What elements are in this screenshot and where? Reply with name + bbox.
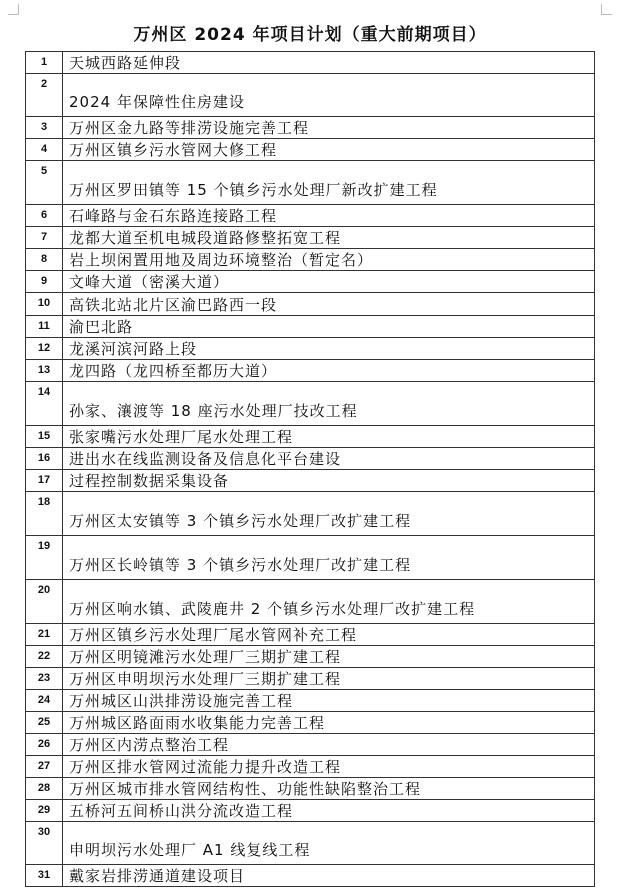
row-number: 4 — [26, 139, 63, 161]
project-name: 龙四路（龙四桥至都历大道） — [63, 360, 595, 382]
table-row — [26, 756, 595, 778]
table-row — [26, 536, 595, 580]
row-number: 18 — [26, 492, 63, 536]
project-name: 2024 年保障性住房建设 — [63, 74, 595, 117]
table-row — [26, 52, 595, 74]
table-row — [26, 161, 595, 205]
table-row — [26, 646, 595, 668]
table-row — [26, 865, 595, 887]
table-row — [26, 778, 595, 800]
table-row — [26, 734, 595, 756]
project-name: 万州区响水镇、武陵鹿井 2 个镇乡污水处理厂改扩建工程 — [63, 580, 595, 624]
row-number: 6 — [26, 205, 63, 227]
project-name: 万州区罗田镇等 15 个镇乡污水处理厂新改扩建工程 — [63, 161, 595, 205]
project-name: 万州城区路面雨水收集能力完善工程 — [63, 712, 595, 734]
project-name: 万州区申明坝污水处理厂三期扩建工程 — [63, 668, 595, 690]
project-name: 张家嘴污水处理厂尾水处理工程 — [63, 426, 595, 448]
project-name: 万州区排水管网过流能力提升改造工程 — [63, 756, 595, 778]
row-number: 29 — [26, 800, 63, 822]
row-number: 25 — [26, 712, 63, 734]
project-name: 五桥河五间桥山洪分流改造工程 — [63, 800, 595, 822]
project-name: 万州区镇乡污水处理厂尾水管网补充工程 — [63, 624, 595, 646]
table-row — [26, 690, 595, 712]
row-number: 13 — [26, 360, 63, 382]
row-number: 27 — [26, 756, 63, 778]
project-name: 过程控制数据采集设备 — [63, 470, 595, 492]
project-name: 龙都大道至机电城段道路修整拓宽工程 — [63, 227, 595, 249]
project-name: 万州区太安镇等 3 个镇乡污水处理厂改扩建工程 — [63, 492, 595, 536]
project-name: 万州区内涝点整治工程 — [63, 734, 595, 756]
project-name: 申明坝污水处理厂 A1 线复线工程 — [63, 822, 595, 865]
row-number: 21 — [26, 624, 63, 646]
project-name: 岩上坝闲置用地及周边环境整治（暂定名） — [63, 249, 595, 271]
table-row — [26, 448, 595, 470]
project-table — [25, 51, 595, 887]
project-name: 文峰大道（密溪大道） — [63, 271, 595, 293]
project-name: 万州区明镜滩污水处理厂三期扩建工程 — [63, 646, 595, 668]
page-corner-mark-right — [601, 4, 612, 15]
project-name: 高铁北站北片区渝巴路西一段 — [63, 293, 595, 316]
project-name: 万州区城市排水管网结构性、功能性缺陷整治工程 — [63, 778, 595, 800]
table-row — [26, 624, 595, 646]
project-name: 孙家、瀼渡等 18 座污水处理厂技改工程 — [63, 382, 595, 426]
project-name: 戴家岩排涝通道建设项目 — [63, 865, 595, 887]
page-corner-mark-left — [8, 4, 19, 15]
project-name: 万州区长岭镇等 3 个镇乡污水处理厂改扩建工程 — [63, 536, 595, 580]
row-number: 24 — [26, 690, 63, 712]
table-row — [26, 249, 595, 271]
row-number: 16 — [26, 448, 63, 470]
row-number: 8 — [26, 249, 63, 271]
row-number: 5 — [26, 161, 63, 205]
row-number: 11 — [26, 316, 63, 338]
table-row — [26, 360, 595, 382]
project-name: 龙溪河滨河路上段 — [63, 338, 595, 360]
table-row — [26, 271, 595, 293]
row-number: 14 — [26, 382, 63, 426]
table-row — [26, 338, 595, 360]
table-row — [26, 668, 595, 690]
row-number: 22 — [26, 646, 63, 668]
row-number: 31 — [26, 865, 63, 887]
row-number: 30 — [26, 822, 63, 865]
row-number: 9 — [26, 271, 63, 293]
table-row — [26, 139, 595, 161]
row-number: 26 — [26, 734, 63, 756]
project-name: 天城西路延伸段 — [63, 52, 595, 74]
project-name: 万州区金九路等排涝设施完善工程 — [63, 117, 595, 139]
project-name: 进出水在线监测设备及信息化平台建设 — [63, 448, 595, 470]
row-number: 19 — [26, 536, 63, 580]
row-number: 23 — [26, 668, 63, 690]
project-name: 万州城区山洪排涝设施完善工程 — [63, 690, 595, 712]
table-row — [26, 227, 595, 249]
table-row — [26, 470, 595, 492]
table-row — [26, 580, 595, 624]
table-row — [26, 712, 595, 734]
table-row — [26, 205, 595, 227]
table-row — [26, 800, 595, 822]
table-row — [26, 426, 595, 448]
row-number: 10 — [26, 293, 63, 316]
table-row — [26, 74, 595, 117]
table-row — [26, 293, 595, 316]
table-row — [26, 316, 595, 338]
row-number: 17 — [26, 470, 63, 492]
project-name: 石峰路与金石东路连接路工程 — [63, 205, 595, 227]
table-row — [26, 492, 595, 536]
row-number: 12 — [26, 338, 63, 360]
row-number: 20 — [26, 580, 63, 624]
row-number: 3 — [26, 117, 63, 139]
table-row — [26, 822, 595, 865]
row-number: 2 — [26, 74, 63, 117]
project-name: 万州区镇乡污水管网大修工程 — [63, 139, 595, 161]
row-number: 15 — [26, 426, 63, 448]
row-number: 1 — [26, 52, 63, 74]
page-title: 万州区 2024 年项目计划（重大前期项目） — [133, 25, 487, 45]
row-number: 28 — [26, 778, 63, 800]
table-row — [26, 117, 595, 139]
project-name: 渝巴北路 — [63, 316, 595, 338]
row-number: 7 — [26, 227, 63, 249]
table-row — [26, 382, 595, 426]
